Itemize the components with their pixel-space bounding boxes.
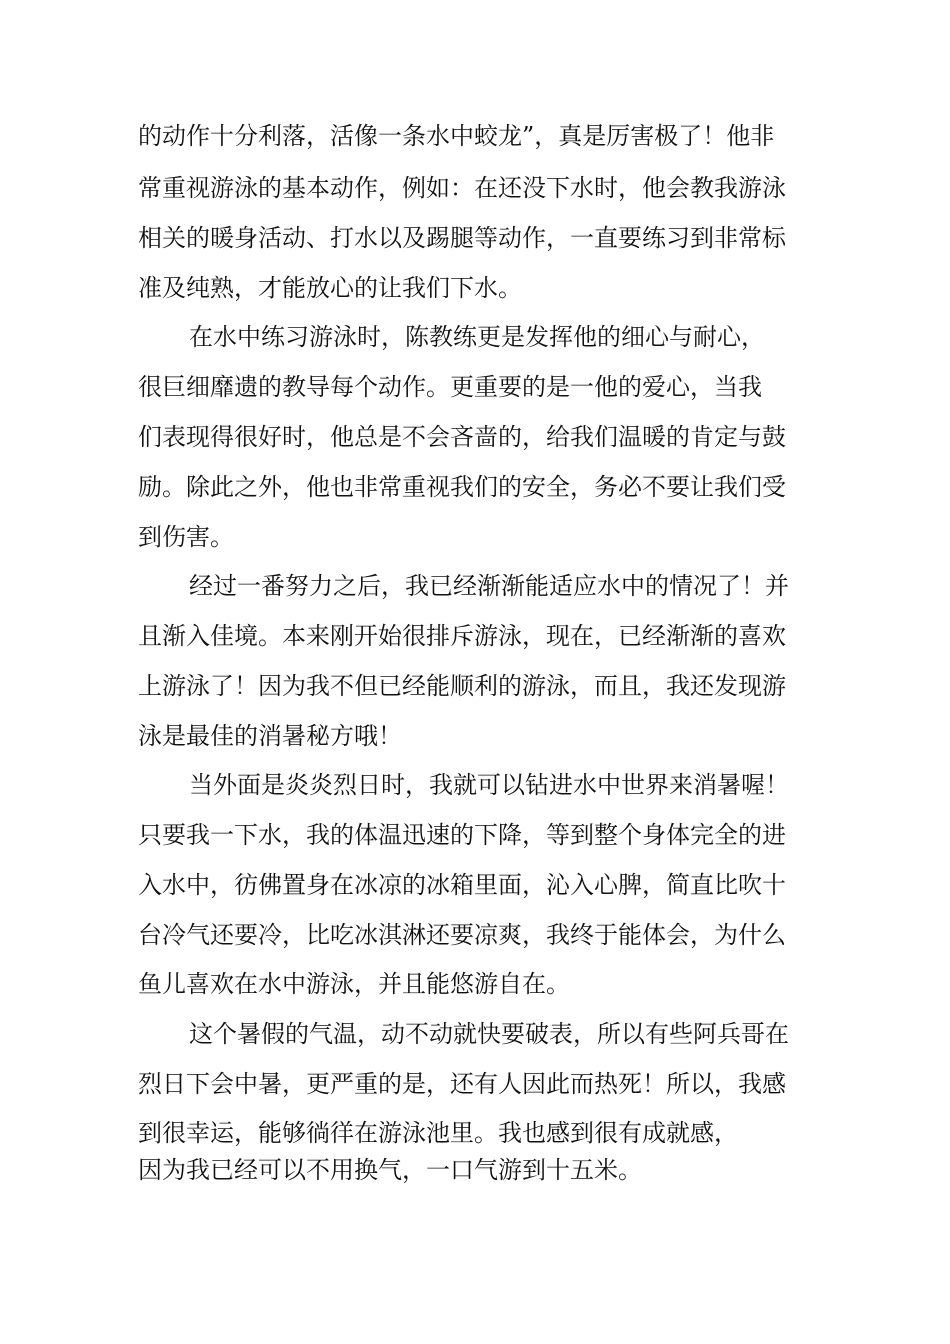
text-line: 鱼儿喜欢在水中游泳，并且能悠游自在。: [138, 970, 570, 998]
text-line: 因为我已经可以不用换气，一口气游到十五米。: [138, 1156, 642, 1184]
text-line: 入水中，彷佛置身在冰凉的冰箱里面，沁入心脾，简直比吹十: [138, 871, 786, 899]
text-line: 常重视游泳的基本动作，例如：在还没下水时，他会教我游泳: [138, 174, 786, 202]
text-line: 准及纯熟，才能放心的让我们下水。: [138, 274, 522, 302]
text-line: 当外面是炎炎烈日时，我就可以钻进水中世界来消暑喔！: [189, 771, 789, 799]
text-line: 励。除此之外，他也非常重视我们的安全，务必不要让我们受: [138, 473, 786, 501]
text-line: 且渐入佳境。本来刚开始很排斥游泳，现在，已经渐渐的喜欢: [138, 622, 786, 650]
text-line: 到很幸运，能够徜徉在游泳池里。我也感到很有成就感，: [138, 1119, 738, 1147]
text-line: 很巨细靡遗的教导每个动作。更重要的是一他的爱心，当我: [138, 373, 762, 401]
text-line: 相关的暖身活动、打水以及踢腿等动作，一直要练习到非常标: [138, 224, 786, 252]
text-line: 上游泳了！因为我不但已经能顺利的游泳，而且，我还发现游: [138, 672, 786, 700]
text-line: 烈日下会中暑，更严重的是，还有人因此而热死！所以，我感: [138, 1070, 786, 1098]
text-line: 泳是最佳的消暑秘方哦！: [138, 722, 402, 750]
text-line: 台冷气还要冷，比吃冰淇淋还要凉爽，我终于能体会，为什么: [138, 921, 786, 949]
text-line: 到伤害。: [138, 523, 234, 551]
text-line: 在水中练习游泳时，陈教练更是发挥他的细心与耐心，: [189, 323, 765, 351]
text-line: 这个暑假的气温，动不动就快要破表，所以有些阿兵哥在: [189, 1020, 789, 1048]
text-line: 经过一番努力之后，我已经渐渐能适应水中的情况了！并: [189, 572, 789, 600]
text-line: 只要我一下水，我的体温迅速的下降，等到整个身体完全的进: [138, 821, 786, 849]
text-line: 的动作十分利落，活像一条水中蛟龙”，真是厉害极了！他非: [138, 122, 775, 150]
text-line: 们表现得很好时，他总是不会吝啬的，给我们温暖的肯定与鼓: [138, 423, 786, 451]
